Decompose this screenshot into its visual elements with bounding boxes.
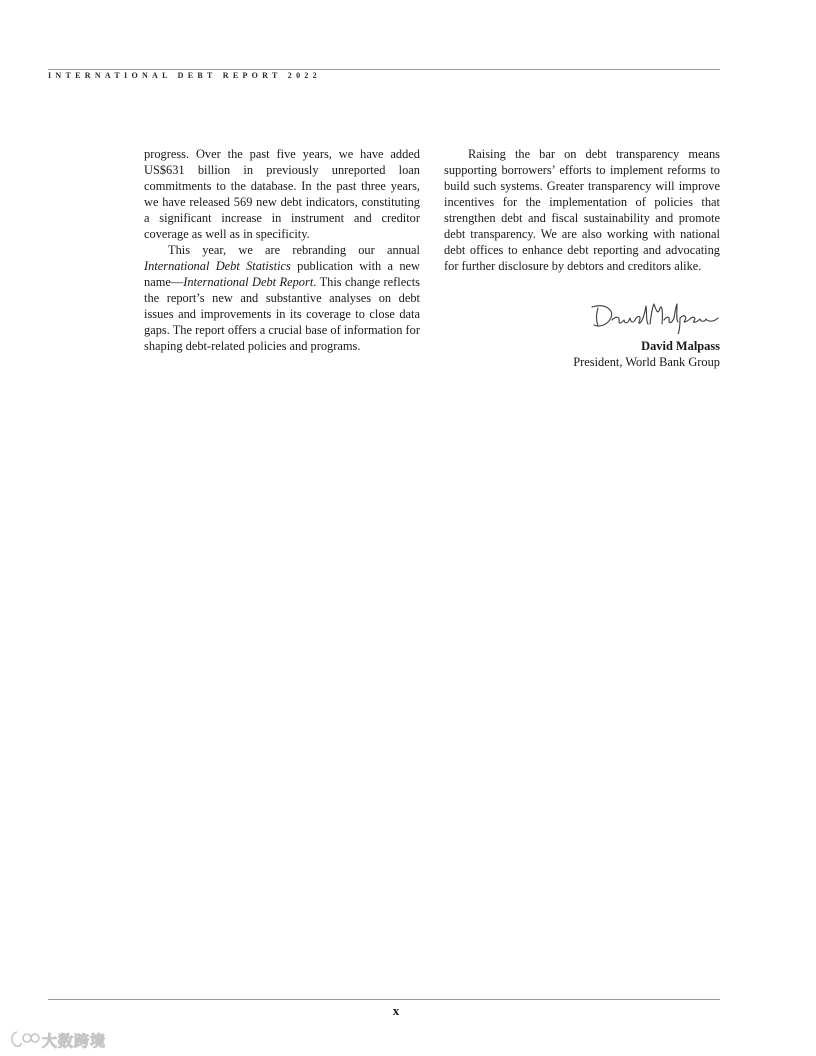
left-paragraph-2-text-b: publication with a new name— [144, 259, 420, 289]
watermark-logo-icon [8, 1028, 40, 1050]
running-head: INTERNATIONAL DEBT REPORT 2022 [48, 71, 321, 80]
watermark-text: 大数跨境 [42, 1032, 107, 1050]
left-paragraph-1: progress. Over the past five years, we have added US$631 billion in previously unreported loan commitments to the database. In the past three years, we have released 569 new debt indicators, constituting a significant increase in instrument and creditor coverage as well as in specificity. [144, 147, 420, 241]
publication-title-new: International Debt Report [183, 275, 314, 289]
handwritten-signature [588, 298, 722, 334]
right-column [444, 146, 720, 274]
publication-title-old: International Debt Statistics [144, 259, 291, 273]
left-paragraph-2 [144, 242, 420, 354]
header-rule [48, 69, 720, 70]
signatory-name: David Malpass [641, 339, 720, 353]
signatory-title: President, World Bank Group [573, 355, 720, 369]
left-paragraph-2-text-a: This year, we are rebranding our annual [168, 243, 420, 257]
footer-rule [48, 999, 720, 1000]
page-number: x [392, 1003, 400, 1018]
left-paragraph-2-text-c: . This change reflects the report’s new and substantive analyses on debt issues and improvements in its coverage to close data gaps. The report offers a crucial base of information for shaping debt-related policies and programs. [144, 275, 420, 353]
right-paragraph-1: Raising the bar on debt transparency means supporting borrowers’ efforts to implement reforms to build such systems. Greater transparency will improve incentives for the implementation of policies that strengthen debt and fiscal sustainability and promote debt transparency. We are also working with national debt offices to enhance debt reporting and advocating for further disclosure by debtors and creditors alike. [444, 147, 720, 273]
left-column [144, 146, 420, 354]
